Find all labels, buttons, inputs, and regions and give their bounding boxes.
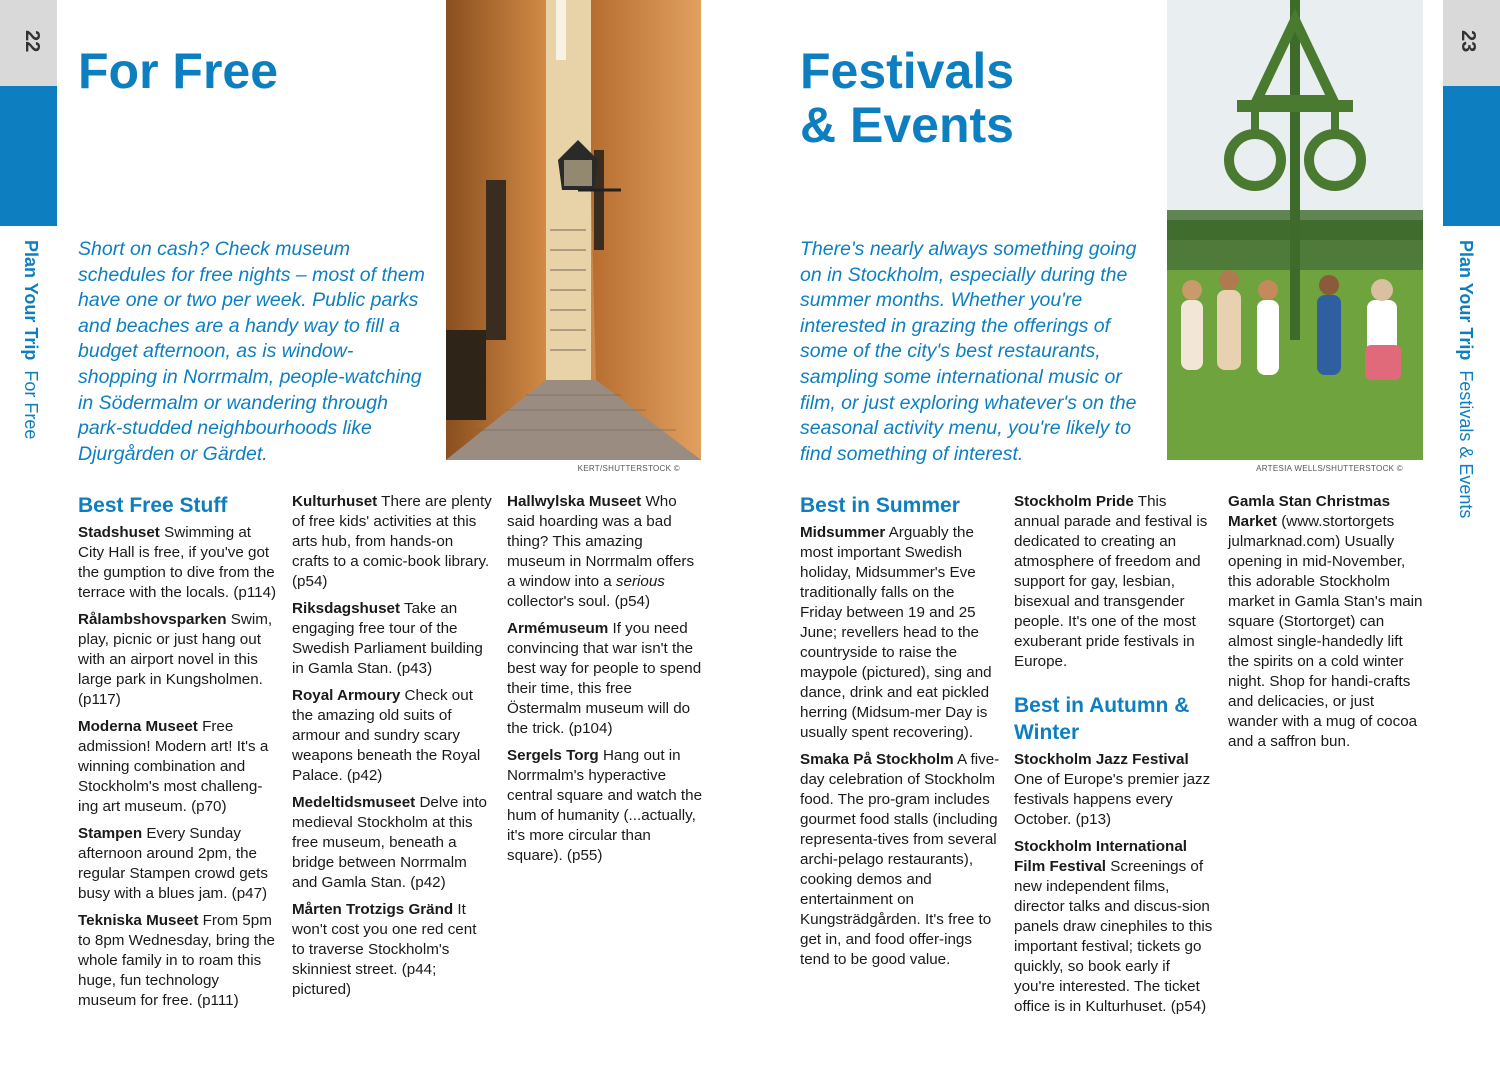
list-item: Stockholm Jazz Festival One of Europe's premier jazz festivals happens every October. (p13) [1014, 751, 1211, 828]
list-item: Armémuseum If you need convincing that war isn't the best way for people to spend their time, this free Östermalm museum will do the trick. (p104) [507, 620, 702, 737]
list-item: Stadshuset Swimming at City Hall is free, if you've got the gumption to dive from the terrace with the locals. (p114) [78, 524, 277, 601]
best-free-stuff-heading: Best Free Stuff [78, 494, 228, 517]
left-column-3 [507, 492, 703, 873]
right-tab-topic: Festivals & Events [1456, 370, 1476, 519]
left-tab-topic: For Free [21, 370, 41, 440]
right-column-2 [1014, 492, 1214, 1024]
list-item: Moderna Museet Free admission! Modern art! It's a winning combination and Stockholm's most challeng-ing art museum. (p70) [78, 718, 269, 815]
left-intro: Short on cash? Check museum schedules for free nights – most of them have one or two per week. Public parks and beaches are a handy way to fill a budget afternoon, as is window-shopping in Norrmalm, people-watching in Södermalm or wandering through park-studded neighbourhoods like Djurgården or Gärdet. [78, 238, 425, 465]
right-title-line-2: & Events [800, 97, 1014, 153]
alley-photo [446, 0, 701, 460]
best-in-summer-heading: Best in Summer [800, 494, 960, 517]
right-column-3 [1228, 492, 1426, 759]
list-item: Rålambshovsparken Swim, play, picnic or just hang out with an airport novel in this large park in Kungsholmen. (p117) [78, 611, 273, 708]
list-item: Stockholm International Film Festival Screenings of new independent films, director talks and discus-sion panels draw cinephiles to this important festival; tickets go quickly, so book early if you're interested. The ticket office is in Kulturhuset. (p54) [1014, 838, 1213, 1015]
right-tab-section: Plan Your Trip [1456, 240, 1476, 361]
list-item: Stockholm Pride This annual parade and festival is dedicated to creating an atmosphere of freedom and support for gay, lesbian, bisexual and transgender people. It's one of the most exuberant pride festivals in Europe. [1014, 493, 1208, 670]
list-item: Smaka På Stockholm A five-day celebration of Stockholm food. The pro-gram includes gourmet food stalls (including representa-tives from several archi-pelago restaurants), cooking demos and entertainment on Kungsträdgården. It's free to get in, and food offer-ings tend to be good value. [800, 751, 1000, 968]
list-item: Royal Armoury Check out the amazing old suits of armour and sundry scary weapons beneath the Royal Palace. (p42) [292, 687, 481, 784]
right-title-line-1: Festivals [800, 43, 1015, 99]
right-page-number: 23 [1457, 30, 1479, 53]
best-in-autumn-winter-heading: Best in Autumn & Winter [1014, 694, 1190, 744]
list-item: Tekniska Museet From 5pm to 8pm Wednesday, bring the whole family in to roam this huge, fun technology museum for free. (p111) [78, 912, 275, 1009]
list-item: Kulturhuset There are plenty of free kids' activities at this arts hub, from hands-on crafts to a comic-book library. (p54) [292, 493, 492, 590]
left-column-1 [78, 492, 278, 1018]
right-section-tab [1443, 86, 1500, 226]
left-page-number: 22 [21, 30, 43, 53]
right-tab-label [1455, 240, 1476, 518]
list-item: Medeltidsmuseet Delve into medieval Stockholm at this free museum, beneath a bridge between Norrmalm and Gamla Stan. (p42) [292, 794, 487, 891]
right-photo-credit: ARTESIA WELLS/SHUTTERSTOCK © [1256, 464, 1403, 473]
list-item: Mårten Trotzigs Gränd It won't cost you one red cent to traverse Stockholm's skinniest street. (p44; pictured) [292, 901, 477, 998]
list-item: Riksdagshuset Take an engaging free tour of the Swedish Parliament building in Gamla Stan. (p43) [292, 600, 483, 677]
left-photo-credit: KERT/SHUTTERSTOCK © [577, 464, 680, 473]
list-item: Midsummer Arguably the most important Swedish holiday, Midsummer's Eve traditionally falls on the Friday between 19 and 25 June; revellers head to the countryside to raise the maypole (pictured), sing and dance, drink and eat pickled herring (Midsum-mer Day is usually spent recovering). [800, 524, 992, 741]
left-column-2 [292, 492, 492, 1007]
right-page-title [800, 44, 1014, 152]
list-item: Hallwylska Museet Who said hoarding was a bad thing? This amazing museum in Norrmalm offers a window into a serious collector's soul. (p54) [507, 493, 695, 610]
maypole-photo [1167, 0, 1423, 460]
left-tab-label [20, 240, 41, 439]
list-item: Gamla Stan Christmas Market (www.stortorgets julmarknad.com) Usually opening in mid-November, this adorable Stockholm market in Gamla Stan's main square (Stortorget) can almost single-handedly lift the spirits on a cold winter night. Shop for handi-crafts and delicacies, or just wander with a mug of cocoa and a saffron bun. [1228, 493, 1423, 750]
left-page-title: For Free [78, 43, 279, 99]
right-column-1 [800, 492, 1000, 977]
list-item: Sergels Torg Hang out in Norrmalm's hyperactive central square and watch the hum of humanity (...actually, it's more circular than square). (p55) [507, 747, 703, 864]
right-intro: There's nearly always something going on in Stockholm, especially during the summer months. Whether you're interested in grazing the offerings of some of the city's best restaurants, sampling some international music or film, or just exploring whatever's on the seasonal activity menu, you're likely to find something of interest. [800, 238, 1137, 465]
list-item: Stampen Every Sunday afternoon around 2pm, the regular Stampen crowd gets busy with a blues jam. (p47) [78, 825, 268, 902]
left-section-tab [0, 86, 57, 226]
left-tab-section: Plan Your Trip [21, 240, 41, 361]
